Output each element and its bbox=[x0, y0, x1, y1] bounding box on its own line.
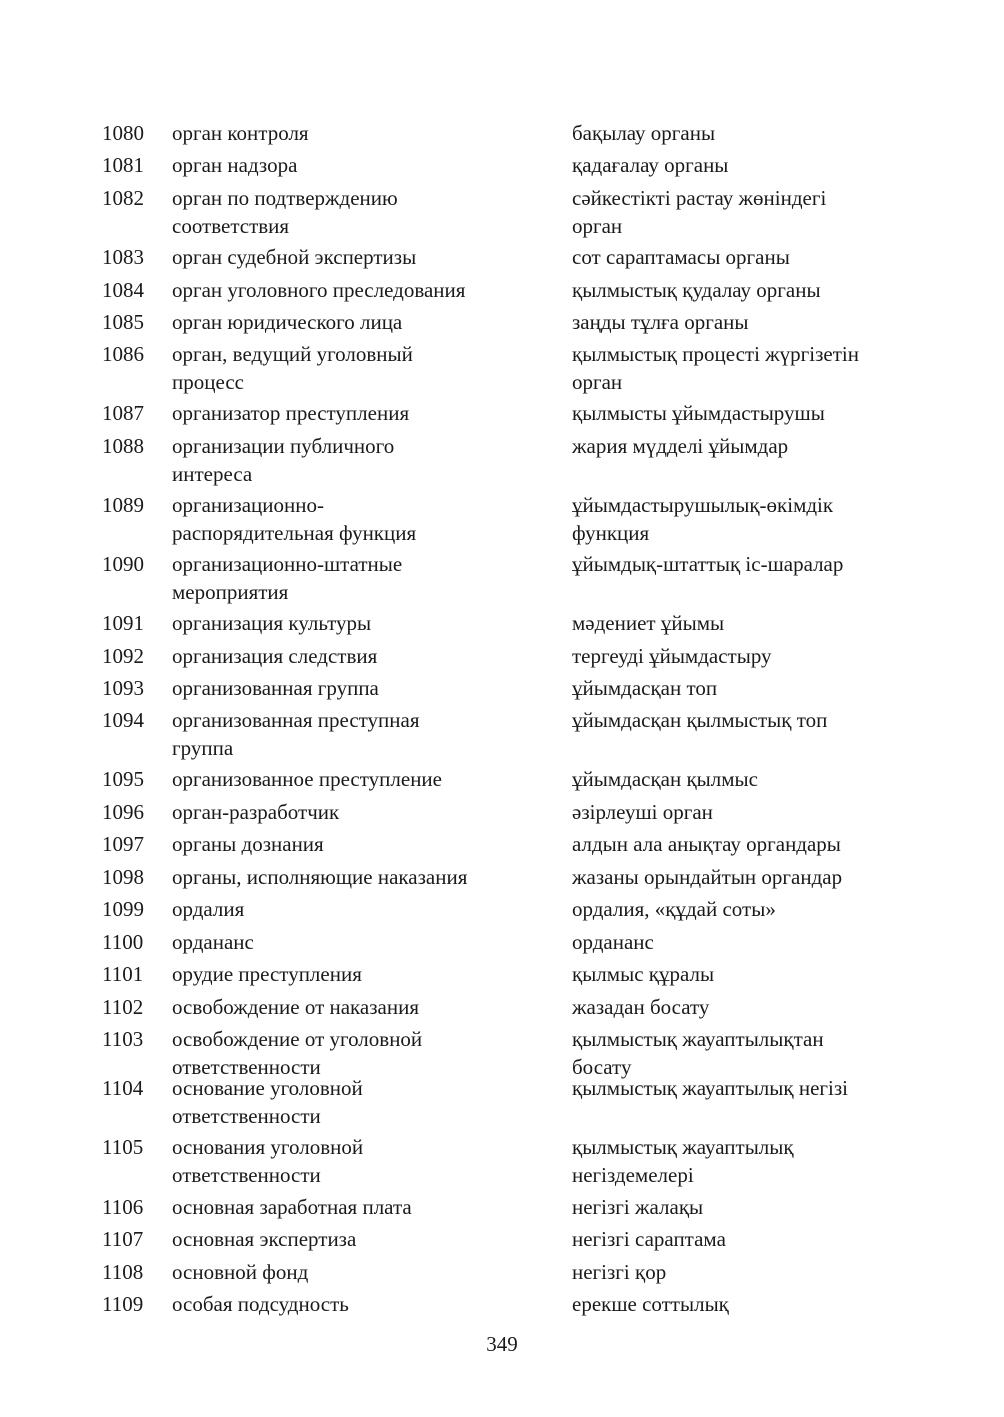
kazakh-term: ұйымдасқан қылмыс bbox=[572, 767, 758, 791]
kazakh-term: қылмыстық процесті жүргізетін орган bbox=[572, 342, 859, 394]
russian-term: организованное преступление bbox=[172, 767, 442, 791]
kazakh-term: қылмысты ұйымдастырушы bbox=[572, 401, 825, 425]
kazakh-term: қылмыстық жауаптылық негіздемелері bbox=[572, 1135, 794, 1187]
russian-term: организационно-штатные мероприятия bbox=[172, 552, 403, 604]
entry-number: 1096 bbox=[102, 800, 144, 824]
kazakh-term: сот сараптамасы органы bbox=[572, 245, 790, 269]
russian-term: орган надзора bbox=[172, 153, 298, 177]
entry-number: 1103 bbox=[102, 1027, 144, 1051]
russian-term: организатор преступления bbox=[172, 401, 410, 425]
entry-number: 1106 bbox=[102, 1195, 144, 1219]
kazakh-term: жазаны орындайтын органдар bbox=[572, 865, 843, 889]
russian-term: освобождение от наказания bbox=[172, 995, 420, 1019]
kazakh-term: қылмыс құралы bbox=[572, 962, 715, 986]
russian-term: основной фонд bbox=[172, 1260, 309, 1284]
russian-term: орудие преступления bbox=[172, 962, 362, 986]
kazakh-term: әзірлеуші орган bbox=[572, 800, 713, 824]
kazakh-term: сәйкестікті растау жөніндегі орган bbox=[572, 186, 827, 238]
kazakh-term: мәдениет ұйымы bbox=[572, 611, 725, 635]
russian-term: особая подсудность bbox=[172, 1292, 349, 1316]
kazakh-term: заңды тұлға органы bbox=[572, 310, 749, 334]
russian-term: основная заработная плата bbox=[172, 1195, 412, 1219]
kazakh-term: ұйымдасқан топ bbox=[572, 676, 718, 700]
kazakh-term: жария мүдделі ұйымдар bbox=[572, 434, 789, 458]
entry-number: 1091 bbox=[102, 611, 144, 635]
russian-term: организационно- распорядительная функция bbox=[172, 493, 417, 545]
russian-term: организованная преступная группа bbox=[172, 708, 420, 760]
russian-term: орган уголовного преследования bbox=[172, 278, 466, 302]
entry-number: 1102 bbox=[102, 995, 144, 1019]
kazakh-term: ерекше соттылық bbox=[572, 1292, 729, 1316]
entry-number: 1085 bbox=[102, 310, 144, 334]
entry-number: 1097 bbox=[102, 832, 144, 856]
kazakh-term: негізгі сараптама bbox=[572, 1227, 726, 1251]
kazakh-term: негізгі қор bbox=[572, 1260, 667, 1284]
kazakh-term: қадағалау органы bbox=[572, 153, 729, 177]
russian-term: организованная группа bbox=[172, 676, 379, 700]
entry-number: 1081 bbox=[102, 153, 144, 177]
entry-number: 1090 bbox=[102, 552, 144, 576]
entry-number: 1086 bbox=[102, 342, 144, 366]
kazakh-term: бақылау органы bbox=[572, 121, 716, 145]
kazakh-term: ұйымдық-штаттық іс-шаралар bbox=[572, 552, 844, 576]
entry-number: 1095 bbox=[102, 767, 144, 791]
russian-term: основание уголовной ответственности bbox=[172, 1076, 363, 1128]
kazakh-term: орданaнс bbox=[572, 930, 654, 954]
entry-number: 1100 bbox=[102, 930, 144, 954]
page-number: 349 bbox=[486, 1332, 518, 1356]
russian-term: организации публичного интереса bbox=[172, 434, 395, 486]
entry-number: 1083 bbox=[102, 245, 144, 269]
russian-term: организация следствия bbox=[172, 644, 378, 668]
russian-term: орган, ведущий уголовный процесс bbox=[172, 342, 413, 394]
entry-number: 1088 bbox=[102, 434, 144, 458]
kazakh-term: ордалия, «құдай соты» bbox=[572, 897, 776, 921]
russian-term: орданaнс bbox=[172, 930, 254, 954]
entry-number: 1094 bbox=[102, 708, 144, 732]
kazakh-term: жазадан босату bbox=[572, 995, 710, 1019]
russian-term: орган-разработчик bbox=[172, 800, 340, 824]
russian-term: органы, исполняющие наказания bbox=[172, 865, 468, 889]
entry-number: 1089 bbox=[102, 493, 144, 517]
entry-number: 1087 bbox=[102, 401, 144, 425]
entry-number: 1098 bbox=[102, 865, 144, 889]
kazakh-term: ұйымдасқан қылмыстық топ bbox=[572, 708, 828, 732]
russian-term: орган по подтверждению соответствия bbox=[172, 186, 398, 238]
entry-number: 1107 bbox=[102, 1227, 144, 1251]
kazakh-term: қылмыстық жауаптылық негізі bbox=[572, 1076, 848, 1100]
russian-term: ордалия bbox=[172, 897, 245, 921]
russian-term: орган юридического лица bbox=[172, 310, 403, 334]
entry-number: 1082 bbox=[102, 186, 144, 210]
kazakh-term: негізгі жалақы bbox=[572, 1195, 704, 1219]
russian-term: органы дознания bbox=[172, 832, 324, 856]
entry-number: 1092 bbox=[102, 644, 144, 668]
kazakh-term: ұйымдастырушылық-өкімдік функция bbox=[572, 493, 834, 545]
entry-number: 1105 bbox=[102, 1135, 144, 1159]
russian-term: орган судебной экспертизы bbox=[172, 245, 417, 269]
russian-term: организация культуры bbox=[172, 611, 372, 635]
entry-number: 1109 bbox=[102, 1292, 144, 1316]
kazakh-term: алдын ала анықтау органдары bbox=[572, 832, 841, 856]
russian-term: освобождение от уголовной ответственности bbox=[172, 1027, 423, 1079]
entry-number: 1093 bbox=[102, 676, 144, 700]
russian-term: основная экспертиза bbox=[172, 1227, 357, 1251]
entry-number: 1084 bbox=[102, 278, 144, 302]
entry-number: 1104 bbox=[102, 1076, 144, 1100]
russian-term: основания уголовной ответственности bbox=[172, 1135, 364, 1187]
entry-number: 1108 bbox=[102, 1260, 144, 1284]
entry-number: 1080 bbox=[102, 121, 144, 145]
russian-term: орган контроля bbox=[172, 121, 309, 145]
entry-number: 1099 bbox=[102, 897, 144, 921]
kazakh-term: қылмыстық жауаптылықтан босату bbox=[572, 1027, 824, 1079]
kazakh-term: қылмыстық қудалау органы bbox=[572, 278, 821, 302]
entry-number: 1101 bbox=[102, 962, 144, 986]
kazakh-term: тергеуді ұйымдастыру bbox=[572, 644, 772, 668]
